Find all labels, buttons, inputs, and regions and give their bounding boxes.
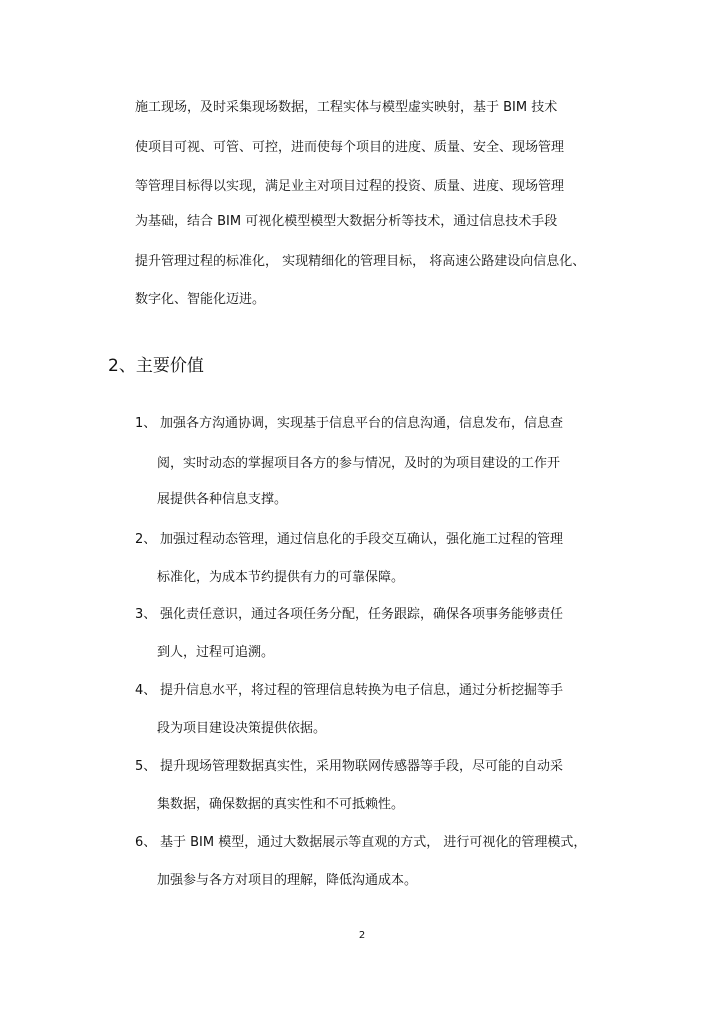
intro-line-1: 施工现场，及时采集现场数据，工程实体与模型虚实映射，基于 BIM 技术: [135, 100, 558, 115]
intro-line-2: 使项目可视、可管、可控，进而使每个项目的进度、质量、安全、现场管理: [135, 140, 565, 155]
item-1-line-2: 阅，实时动态的掌握项目各方的参与情况，及时的为项目建设的工作开: [157, 456, 561, 471]
item-3-line-2: 到人，过程可追溯。: [157, 645, 275, 660]
item-6-line-2: 加强参与各方对项目的理解，降低沟通成本。: [157, 873, 418, 888]
intro-line-6: 数字化、智能化迈进。: [135, 292, 266, 307]
item-1-line-3: 展提供各种信息支撑。: [157, 492, 288, 507]
item-number: 2、: [135, 532, 157, 547]
item-2-line-1: 加强过程动态管理，通过信息化的手段交互确认，强化施工过程的管理: [160, 532, 564, 547]
item-4-line-2: 段为项目建设决策提供依据。: [157, 721, 327, 736]
item-3-line-1: 强化责任意识，通过各项任务分配，任务跟踪，确保各项事务能够责任: [160, 607, 564, 622]
item-5-line-2: 集数据，确保数据的真实性和不可抵赖性。: [157, 797, 405, 812]
item-4-line-1: 提升信息水平，将过程的管理信息转换为电子信息，通过分析挖掘等手: [160, 683, 564, 698]
intro-line-5: 提升管理过程的标准化， 实现精细化的管理目标， 将高速公路建设向信息化、: [135, 254, 586, 269]
item-number: 3、: [135, 607, 157, 622]
item-6-line-1: 基于 BIM 模型，通过大数据展示等直观的方式， 进行可视化的管理模式，: [160, 835, 587, 850]
item-number: 6、: [135, 835, 157, 850]
item-number: 1、: [135, 416, 157, 431]
intro-line-4: 为基础，结合 BIM 可视化模型模型大数据分析等技术，通过信息技术手段: [135, 214, 558, 229]
item-5-line-1: 提升现场管理数据真实性，采用物联网传感器等手段，尽可能的自动采: [160, 759, 564, 774]
item-1-line-1: 加强各方沟通协调，实现基于信息平台的信息沟通，信息发布，信息查: [160, 416, 564, 431]
item-number: 4、: [135, 683, 157, 698]
item-2-line-2: 标准化，为成本节约提供有力的可靠保障。: [157, 570, 405, 585]
page-number: 2: [358, 930, 366, 941]
section-heading: 2、主要价值: [108, 356, 204, 376]
item-number: 5、: [135, 759, 157, 774]
intro-line-3: 等管理目标得以实现，满足业主对项目过程的投资、质量、进度、现场管理: [135, 179, 565, 194]
